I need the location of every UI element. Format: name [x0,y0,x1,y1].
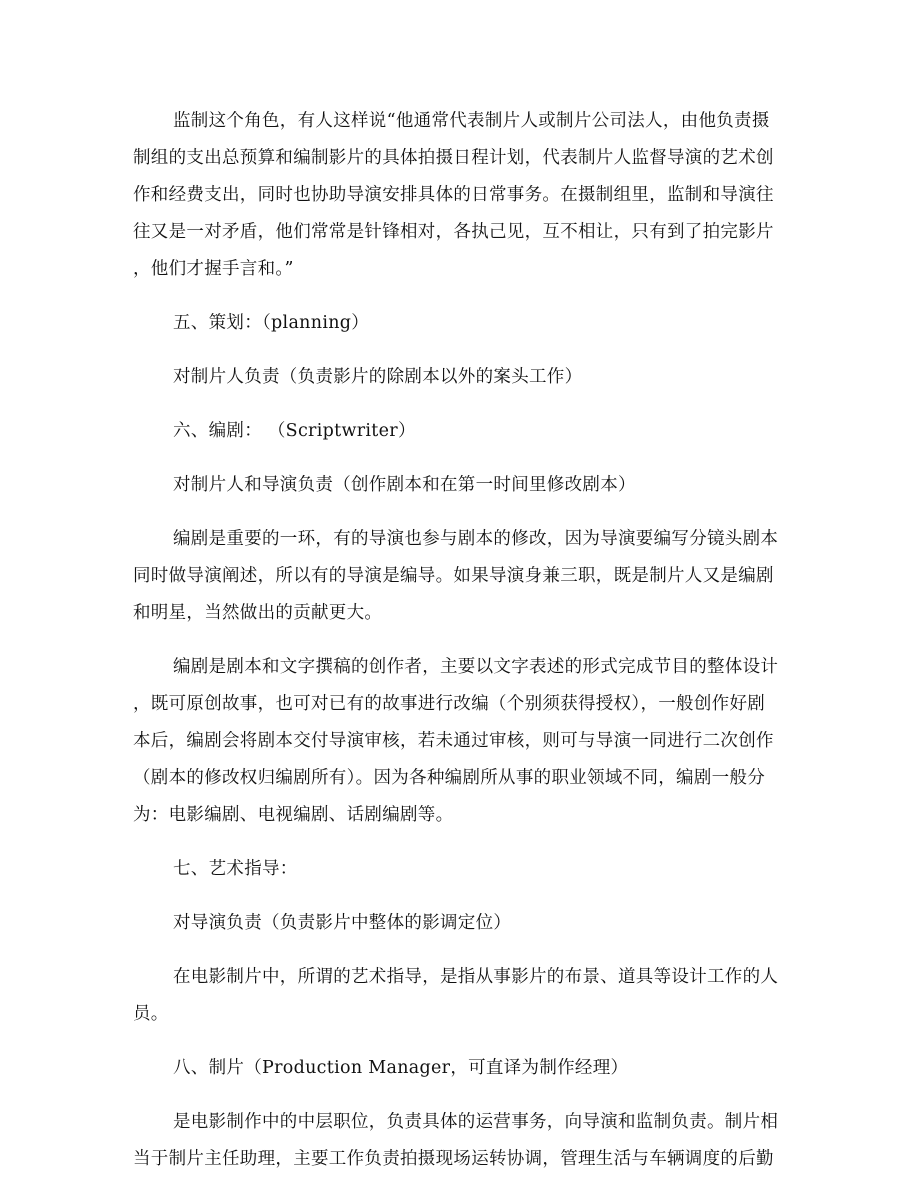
text-line: 制组的支出总预算和编制影片的具体拍摄日程计划，代表制片人监督导演的艺术创 [133,148,774,168]
section-heading-scriptwriter: 六、编剧： （Scriptwriter） [173,421,416,441]
planning-description: 对制片人负责（负责影片的除剧本以外的案头工作） [173,367,583,387]
text-line: 和明星，当然做出的贡献更大。 [133,603,383,623]
text-line: ，既可原创故事，也可对已有的故事进行改编（个别须获得授权），一般创作好剧 [133,694,766,714]
section-heading-planning: 五、策划：（planning） [173,313,370,333]
text-line: 监制这个角色，有人这样说“他通常代表制片人或制片公司法人，由他负责摄 [173,111,770,131]
text-line: ，他们才握手言和。” [133,259,294,279]
section-heading-art-director: 七、艺术指导： [173,859,298,879]
paragraph-scriptwriter-importance [133,521,788,632]
text-line: 当于制片主任助理，主要工作负责拍摄现场运转协调，管理生活与车辆调度的后勤 [133,1149,774,1169]
text-line: 作和经费支出，同时也协助导演安排具体的日常事务。在摄制组里，监制和导演往 [133,185,774,205]
text-line: 为：电影编剧、电视编剧、话剧编剧等。 [133,805,454,825]
document-body [133,103,788,1178]
section-heading-production-manager: 八、制片（Production Manager，可直译为制作经理） [173,1058,629,1078]
paragraph-scriptwriter-definition [133,649,788,834]
text-line: 编剧是剧本和文字撰稿的创作者，主要以文字表述的形式完成节目的整体设计 [173,657,779,677]
text-line: 是电影制作中的中层职位，负责具体的运营事务，向导演和监制负责。制片相 [173,1112,779,1132]
text-line: 往又是一对矛盾，他们常常是针锋相对，各执己见，互不相让，只有到了拍完影片 [133,222,774,242]
paragraph-production-manager-definition [133,1104,788,1178]
text-line: 编剧是重要的一环，有的导演也参与剧本的修改，因为导演要编写分镜头剧本 [173,529,779,549]
text-line: （剧本的修改权归编剧所有）。因为各种编剧所从事的职业领域不同，编剧一般分 [133,768,766,788]
text-line: 同时做导演阐述，所以有的导演是编导。如果导演身兼三职，既是制片人又是编剧 [133,566,774,586]
text-line: 本后，编剧会将剧本交付导演审核，若未通过审核，则可与导演一同进行二次创作 [133,731,774,751]
text-line: 员。 [133,1004,169,1024]
art-director-description: 对导演负责（负责影片中整体的影调定位） [173,913,512,933]
scriptwriter-description: 对制片人和导演负责（创作剧本和在第一时间里修改剧本） [173,475,636,495]
paragraph-supervisor-role [133,103,788,288]
text-line: 在电影制片中，所谓的艺术指导，是指从事影片的布景、道具等设计工作的人 [173,967,779,987]
paragraph-art-director-definition [133,959,788,1033]
